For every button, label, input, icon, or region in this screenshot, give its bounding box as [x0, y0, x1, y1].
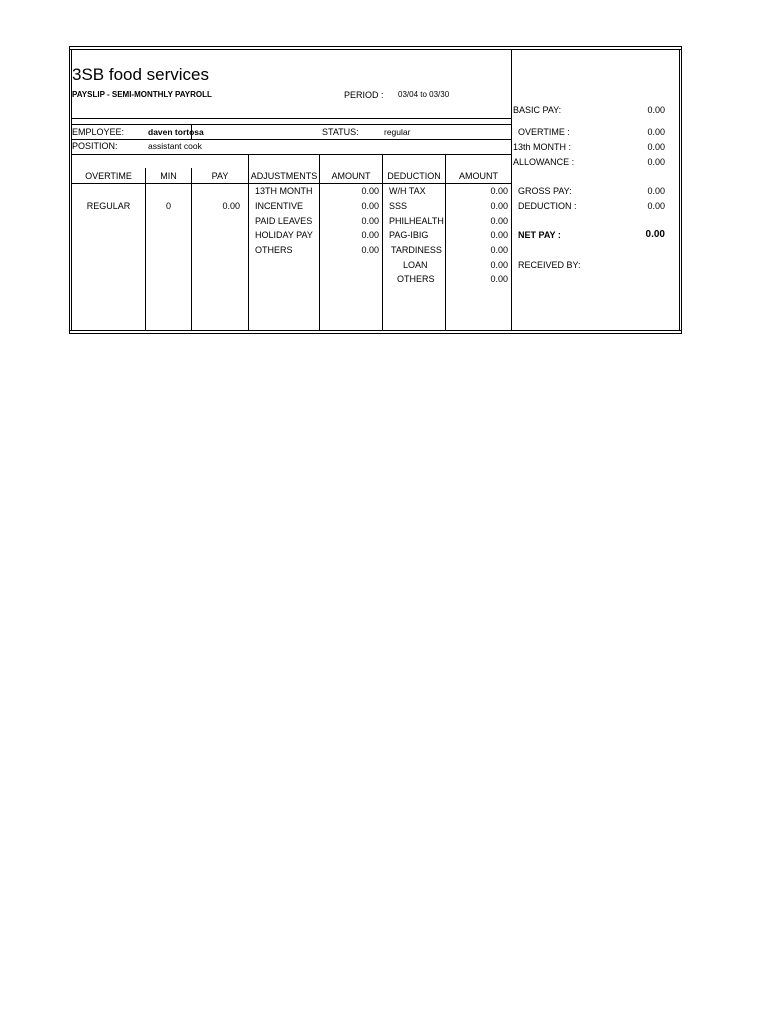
- border-right-outer: [681, 46, 682, 334]
- deduction-amount: 0.00: [490, 274, 508, 284]
- adjustment-label: OTHERS: [255, 245, 293, 255]
- deduction-label: LOAN: [403, 260, 428, 270]
- deduction-label: PAG-IBIG: [389, 230, 429, 240]
- employee-name: daven tortosa: [148, 127, 204, 137]
- deduction-summary-value: 0.00: [647, 201, 665, 211]
- header-adjustments: ADJUSTMENTS: [250, 171, 318, 181]
- status-value: regular: [384, 127, 411, 137]
- period-label: PERIOD :: [344, 90, 384, 100]
- rule-under-header: [71, 118, 512, 119]
- border-bottom-inner: [69, 330, 682, 331]
- border-right-inner: [679, 49, 680, 331]
- position-label: POSITION:: [72, 141, 118, 151]
- header-overtime: OVERTIME: [85, 171, 132, 181]
- allowance-value: 0.00: [647, 157, 665, 167]
- deduction-amount: 0.00: [490, 201, 508, 211]
- gross-pay-value: 0.00: [647, 186, 665, 196]
- adjustment-amount: 0.00: [361, 201, 379, 211]
- deduction-label: PHILHEALTH: [389, 216, 444, 226]
- adjustment-amount: 0.00: [361, 216, 379, 226]
- col-divider-1: [145, 168, 146, 330]
- thirteenth-month-label: 13th MONTH :: [513, 142, 572, 152]
- basic-pay-label: BASIC PAY:: [513, 105, 562, 115]
- border-top-outer: [69, 46, 682, 47]
- deduction-amount: 0.00: [490, 230, 508, 240]
- header-pay: PAY: [211, 171, 229, 181]
- header-min: MIN: [160, 171, 177, 181]
- overtime-min: 0: [165, 201, 171, 211]
- deduction-amount: 0.00: [490, 245, 508, 255]
- border-top-inner: [69, 49, 682, 50]
- adjustment-label: 13TH MONTH: [255, 186, 313, 196]
- deduction-summary-label: DEDUCTION :: [518, 201, 577, 211]
- overtime-summary-value: 0.00: [647, 127, 665, 137]
- deduction-amount: 0.00: [490, 186, 508, 196]
- deduction-amount: 0.00: [490, 260, 508, 270]
- deduction-label: TARDINESS: [391, 245, 442, 255]
- basic-pay-value: 0.00: [647, 105, 665, 115]
- adjustment-label: INCENTIVE: [255, 201, 304, 211]
- border-bottom-outer: [69, 333, 682, 334]
- period-value: 03/04 to 03/30: [398, 90, 450, 99]
- company-name: 3SB food services: [72, 65, 210, 84]
- header-adj-amount: AMOUNT: [331, 171, 371, 181]
- summary-divider: [511, 49, 512, 331]
- overtime-pay: 0.00: [222, 201, 240, 211]
- deduction-label: OTHERS: [397, 274, 435, 284]
- adjustment-label: PAID LEAVES: [255, 216, 313, 226]
- overtime-type: REGULAR: [86, 201, 131, 211]
- rule-employee-top: [71, 124, 512, 125]
- net-pay-value: 0.00: [645, 229, 665, 240]
- position-value: assistant cook: [148, 141, 202, 151]
- overtime-summary-label: OVERTIME :: [518, 127, 570, 137]
- col-divider-2: [191, 168, 192, 330]
- adjustment-amount: 0.00: [361, 245, 379, 255]
- gross-pay-label: GROSS PAY:: [518, 186, 572, 196]
- net-pay-label: NET PAY :: [518, 230, 561, 240]
- border-left-outer: [69, 46, 70, 334]
- rule-employee-bottom: [71, 139, 512, 140]
- thirteenth-month-value: 0.00: [647, 142, 665, 152]
- adjustment-label: HOLIDAY PAY: [255, 230, 313, 240]
- deduction-amount: 0.00: [490, 216, 508, 226]
- header-deduction: DEDUCTION: [387, 171, 441, 181]
- deduction-label: SSS: [389, 201, 408, 211]
- adjustment-amount: 0.00: [361, 186, 379, 196]
- status-label: STATUS:: [322, 127, 359, 137]
- header-ded-amount: AMOUNT: [459, 171, 498, 181]
- received-by-label: RECEIVED BY:: [518, 260, 581, 270]
- adjustment-amount: 0.00: [361, 230, 379, 240]
- deduction-label: W/H TAX: [389, 186, 426, 196]
- payslip-subtitle: PAYSLIP - SEMI-MONTHLY PAYROLL: [72, 90, 212, 99]
- allowance-label: ALLOWANCE :: [513, 157, 575, 167]
- employee-label: EMPLOYEE:: [72, 127, 125, 137]
